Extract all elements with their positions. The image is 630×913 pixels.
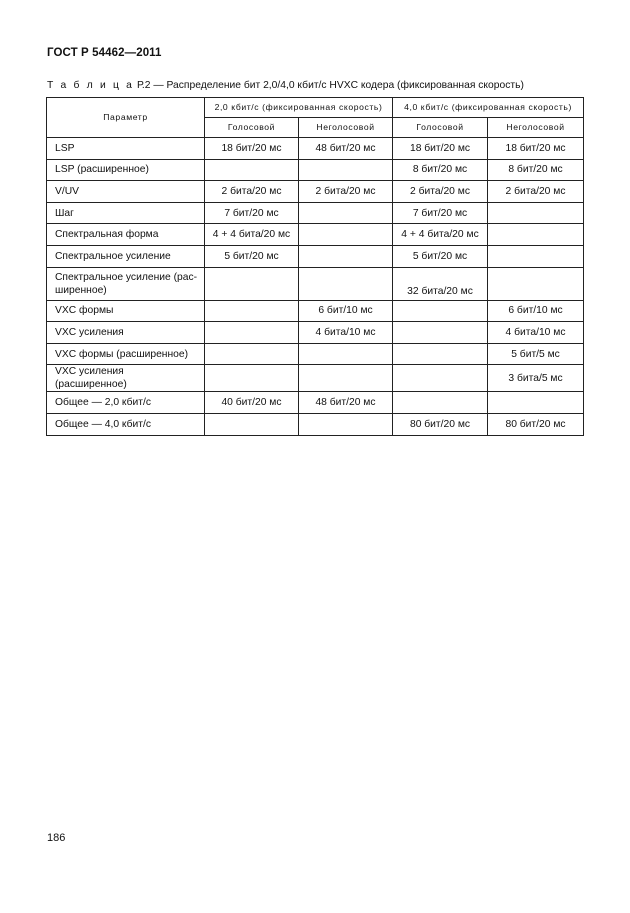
cell-4k-voiced: 18 бит/20 мс [393, 138, 488, 160]
table-row [47, 343, 584, 365]
cell-2k-unvoiced [299, 224, 393, 246]
row-param: LSP (расширенное) [47, 159, 205, 181]
row-param: VXC формы (расширенное) [47, 343, 205, 365]
cell-4k-voiced: 5 бит/20 мс [393, 245, 488, 267]
header-param: Параметр [47, 98, 205, 138]
cell-4k-unvoiced: 2 бита/20 мс [488, 181, 584, 203]
subheader-4k-unvoiced: Неголосовой [488, 118, 584, 138]
cell-2k-voiced: 7 бит/20 мс [205, 202, 299, 224]
cell-2k-unvoiced [299, 267, 393, 300]
header-group-4k: 4,0 кбит/с (фиксированная скорость) [393, 98, 584, 118]
row-param: LSP [47, 138, 205, 160]
cell-4k-voiced: 32 бита/20 мс [393, 267, 488, 300]
tick-line [298, 432, 299, 436]
cell-4k-voiced [393, 392, 488, 414]
cell-4k-unvoiced [488, 267, 584, 300]
cell-4k-voiced [393, 343, 488, 365]
bit-allocation-table [46, 97, 584, 436]
tick-line [392, 432, 393, 436]
table-row [47, 392, 584, 414]
row-param: VXC усиления (расширенное) [47, 365, 205, 392]
cell-4k-unvoiced: 3 бита/5 мс [488, 365, 584, 392]
table-row [47, 365, 584, 392]
table-row [47, 322, 584, 344]
cell-4k-voiced [393, 365, 488, 392]
row-param: V/UV [47, 181, 205, 203]
caption-number: Р.2 [136, 80, 151, 91]
table-row [47, 202, 584, 224]
subheader-4k-voiced: Голосовой [393, 118, 488, 138]
cell-2k-voiced [205, 300, 299, 322]
cell-4k-unvoiced [488, 202, 584, 224]
cell-2k-voiced: 18 бит/20 мс [205, 138, 299, 160]
row-param: VXC усиления [47, 322, 205, 344]
row-param: Спектральное усиление [47, 245, 205, 267]
page-number: 186 [47, 832, 66, 844]
cell-2k-voiced: 4 + 4 бита/20 мс [205, 224, 299, 246]
table-row [47, 138, 584, 160]
cell-4k-unvoiced: 80 бит/20 мс [488, 413, 584, 435]
table-row [47, 181, 584, 203]
cell-4k-unvoiced: 6 бит/10 мс [488, 300, 584, 322]
tick-line [487, 432, 488, 436]
cell-4k-voiced: 2 бита/20 мс [393, 181, 488, 203]
cell-4k-unvoiced: 5 бит/5 мс [488, 343, 584, 365]
cell-4k-unvoiced [488, 392, 584, 414]
cell-2k-unvoiced: 2 бита/20 мс [299, 181, 393, 203]
table-row [47, 159, 584, 181]
table-row [47, 245, 584, 267]
cell-2k-unvoiced [299, 159, 393, 181]
cell-4k-voiced [393, 300, 488, 322]
subheader-2k-voiced: Голосовой [205, 118, 299, 138]
cell-2k-voiced [205, 159, 299, 181]
tick-line [204, 432, 205, 436]
header-group-2k: 2,0 кбит/с (фиксированная скорость) [205, 98, 393, 118]
table-row [47, 224, 584, 246]
subheader-2k-unvoiced: Неголосовой [299, 118, 393, 138]
caption-prefix: Т а б л и ц а [47, 80, 135, 91]
cell-4k-unvoiced: 18 бит/20 мс [488, 138, 584, 160]
table-header-row [47, 98, 584, 118]
cell-4k-voiced: 80 бит/20 мс [393, 413, 488, 435]
row-param [47, 267, 205, 300]
table-row [47, 300, 584, 322]
cell-2k-voiced [205, 267, 299, 300]
caption-text: — Распределение бит 2,0/4,0 кбит/с HVXC кодера (фиксированная скорость) [153, 80, 524, 91]
table-continuation-ticks [0, 432, 630, 436]
cell-4k-unvoiced [488, 224, 584, 246]
cell-4k-unvoiced [488, 245, 584, 267]
cell-2k-unvoiced [299, 365, 393, 392]
document-standard-header: ГОСТ Р 54462—2011 [47, 47, 162, 59]
row-param-line2: ширенное) [55, 284, 107, 296]
row-param: Шаг [47, 202, 205, 224]
cell-4k-unvoiced: 8 бит/20 мс [488, 159, 584, 181]
cell-4k-voiced: 4 + 4 бита/20 мс [393, 224, 488, 246]
cell-2k-voiced [205, 343, 299, 365]
cell-4k-voiced: 7 бит/20 мс [393, 202, 488, 224]
row-param: Общее — 2,0 кбит/с [47, 392, 205, 414]
row-param: Общее — 4,0 кбит/с [47, 413, 205, 435]
cell-2k-voiced: 40 бит/20 мс [205, 392, 299, 414]
table-caption [47, 80, 524, 91]
cell-4k-voiced [393, 322, 488, 344]
row-param: Спектральная форма [47, 224, 205, 246]
cell-2k-unvoiced: 6 бит/10 мс [299, 300, 393, 322]
cell-2k-voiced [205, 322, 299, 344]
cell-2k-unvoiced: 48 бит/20 мс [299, 138, 393, 160]
cell-2k-unvoiced [299, 202, 393, 224]
cell-4k-unvoiced: 4 бита/10 мс [488, 322, 584, 344]
cell-2k-voiced: 2 бита/20 мс [205, 181, 299, 203]
table-row [47, 267, 584, 300]
cell-2k-voiced [205, 365, 299, 392]
cell-4k-voiced: 8 бит/20 мс [393, 159, 488, 181]
row-param: VXC формы [47, 300, 205, 322]
cell-2k-voiced: 5 бит/20 мс [205, 245, 299, 267]
cell-2k-unvoiced: 48 бит/20 мс [299, 392, 393, 414]
cell-2k-unvoiced: 4 бита/10 мс [299, 322, 393, 344]
cell-2k-unvoiced [299, 245, 393, 267]
cell-2k-unvoiced [299, 343, 393, 365]
row-param-line1: Спектральное усиление (рас- [55, 271, 198, 283]
